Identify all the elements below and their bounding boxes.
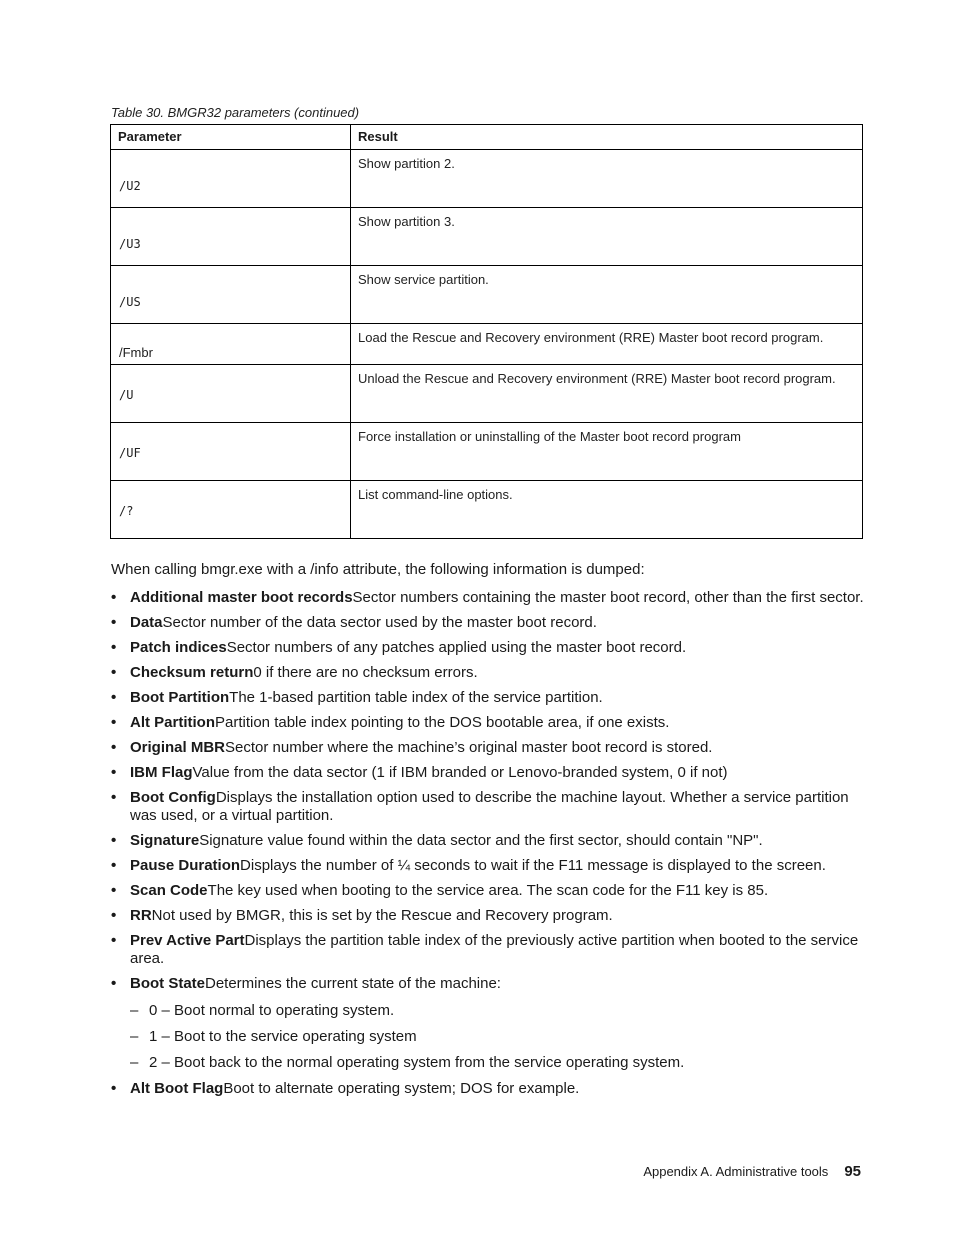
item-description: Displays the number of ¼ seconds to wait if the F11 message is displayed to the screen. [240, 857, 826, 874]
result-cell: Show service partition. [351, 266, 863, 324]
list-item [111, 614, 871, 632]
parameter-value: /UF [119, 446, 141, 460]
result-cell: Show partition 3. [351, 208, 863, 266]
bullet: • [111, 832, 117, 849]
parameter-cell [111, 324, 351, 365]
item-term: IBM Flag [130, 764, 193, 781]
item-description: Signature value found within the data sector and the first sector, should contain "NP". [199, 832, 763, 849]
page-footer [643, 1163, 861, 1180]
list-item [111, 739, 871, 757]
table-row [111, 208, 863, 266]
item-term: Boot Partition [130, 689, 230, 706]
table-row [111, 423, 863, 481]
table-caption: Table 30. BMGR32 parameters (continued) [111, 105, 360, 120]
item-term: Additional master boot records [130, 589, 353, 606]
bullet: • [111, 857, 117, 874]
intro-paragraph: When calling bmgr.exe with a /info attribute, the following information is dumped: [111, 561, 645, 578]
dash: – [130, 1002, 139, 1019]
parameter-value: /U3 [119, 237, 141, 251]
list-item [111, 789, 871, 825]
bullet: • [111, 739, 117, 756]
parameter-value: /Fmbr [119, 345, 153, 360]
item-term: Original MBR [130, 739, 226, 756]
bullet: • [111, 907, 117, 924]
list-item [111, 664, 871, 682]
bullet: • [111, 689, 117, 706]
item-description: Boot to alternate operating system; DOS for example. [223, 1080, 580, 1097]
item-term: Prev Active Part [130, 932, 245, 949]
list-item [111, 932, 871, 968]
list-item [111, 639, 871, 657]
list-item [111, 589, 871, 607]
bullet: • [111, 714, 117, 731]
item-description: Value from the data sector (1 if IBM branded or Lenovo-branded system, 0 if not) [192, 764, 728, 781]
item-term: Signature [130, 832, 200, 849]
parameter-cell [111, 365, 351, 423]
item-description: Sector numbers containing the master boot record, other than the first sector. [352, 589, 864, 606]
item-term: Boot State [130, 975, 205, 992]
parameter-cell [111, 150, 351, 208]
sublist-item [130, 1028, 871, 1046]
item-description: 0 if there are no checksum errors. [253, 664, 478, 681]
item-description: The key used when booting to the service area. The scan code for the F11 key is 85. [207, 882, 769, 899]
boot-state-sublist [130, 1002, 871, 1072]
sublist-text: 2 – Boot back to the normal operating system from the service operating system. [149, 1054, 685, 1071]
parameter-cell [111, 266, 351, 324]
result-cell: Show partition 2. [351, 150, 863, 208]
item-description: Determines the current state of the machine: [205, 975, 501, 992]
footer-section: Appendix A. Administrative tools [643, 1164, 829, 1179]
result-cell: Force installation or uninstalling of the Master boot record program [351, 423, 863, 481]
item-description: Sector numbers of any patches applied using the master boot record. [226, 639, 687, 656]
bullet: • [111, 614, 117, 631]
table-header-row [111, 125, 863, 150]
parameter-cell [111, 423, 351, 481]
dash: – [130, 1028, 139, 1045]
list-item [111, 689, 871, 707]
item-description: Displays the installation option used to describe the machine layout. Whether a service partition was used, or a virtual partition. [130, 789, 849, 824]
parameter-cell [111, 208, 351, 266]
list-item [111, 1080, 871, 1098]
list-item [111, 907, 871, 925]
list-item [111, 857, 871, 875]
item-description: Displays the partition table index of the previously active partition when booted to the service area. [130, 932, 859, 967]
column-header-result: Result [351, 125, 863, 150]
item-term: Patch indices [130, 639, 227, 656]
result-cell: Unload the Rescue and Recovery environment (RRE) Master boot record program. [351, 365, 863, 423]
sublist-item [130, 1002, 871, 1020]
bullet: • [111, 975, 117, 992]
item-description: Sector number of the data sector used by the master boot record. [162, 614, 597, 631]
list-item [111, 882, 871, 900]
table-row [111, 150, 863, 208]
result-cell: List command-line options. [351, 481, 863, 539]
list-item [111, 975, 871, 1072]
item-term: RR [130, 907, 152, 924]
item-term: Boot Config [130, 789, 216, 806]
item-description: Not used by BMGR, this is set by the Rescue and Recovery program. [151, 907, 613, 924]
page-number: 95 [844, 1163, 861, 1180]
parameter-value: /US [119, 295, 141, 309]
bullet: • [111, 639, 117, 656]
table-row [111, 266, 863, 324]
parameter-value: /? [119, 504, 134, 518]
item-term: Pause Duration [130, 857, 241, 874]
table-row [111, 365, 863, 423]
dash: – [130, 1054, 139, 1071]
table-row [111, 324, 863, 365]
bullet: • [111, 764, 117, 781]
item-description: Partition table index pointing to the DOS bootable area, if one exists. [215, 714, 670, 731]
sublist-text: 0 – Boot normal to operating system. [149, 1002, 395, 1019]
list-item [111, 714, 871, 732]
parameter-cell [111, 481, 351, 539]
column-header-parameter: Parameter [111, 125, 351, 150]
sublist-item [130, 1054, 871, 1072]
parameters-table [110, 124, 863, 539]
item-term: Alt Partition [130, 714, 215, 731]
bullet: • [111, 664, 117, 681]
item-term: Scan Code [130, 882, 208, 899]
item-term: Alt Boot Flag [130, 1080, 224, 1097]
parameter-value: /U2 [119, 179, 141, 193]
list-item [111, 764, 871, 782]
bullet: • [111, 789, 117, 806]
sublist-text: 1 – Boot to the service operating system [149, 1028, 417, 1045]
parameter-value: /U [119, 388, 134, 402]
item-term: Checksum return [130, 664, 254, 681]
table-row [111, 481, 863, 539]
bullet: • [111, 589, 117, 606]
bullet: • [111, 932, 117, 949]
list-item [111, 832, 871, 850]
result-cell: Load the Rescue and Recovery environment (RRE) Master boot record program. [351, 324, 863, 365]
item-description: The 1-based partition table index of the service partition. [229, 689, 603, 706]
bullet: • [111, 882, 117, 899]
item-term: Data [130, 614, 163, 631]
info-list [111, 589, 871, 1105]
item-description: Sector number where the machine’s original master boot record is stored. [225, 739, 713, 756]
bullet: • [111, 1080, 117, 1097]
